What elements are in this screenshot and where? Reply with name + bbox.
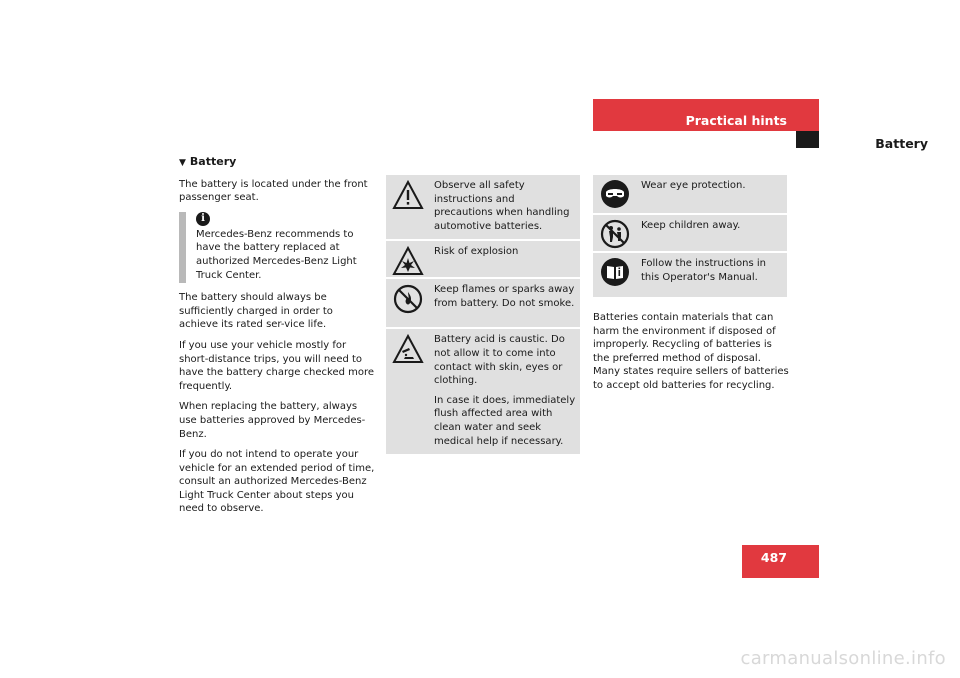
recycling-note <box>593 311 791 393</box>
explosion-icon <box>386 241 430 277</box>
warning-text: In case it does, immediately flush affected area with clean water and seek medical help if necessary. <box>434 394 576 447</box>
page-number-box <box>742 545 819 578</box>
warning-row <box>386 329 580 456</box>
left-column <box>179 155 375 523</box>
acid-icon <box>386 329 430 454</box>
paragraph: If you do not intend to operate your vehicle for an extended period of time, consult an authorized Mercedes-Benz Light Truck Center about steps you need to observe. <box>179 449 375 515</box>
page-title: Practical hints <box>685 113 787 128</box>
intro-paragraph: The battery is located under the front passenger seat. <box>179 178 368 204</box>
eye-protection-icon <box>593 175 637 213</box>
page-number: 487 <box>760 550 787 565</box>
section-heading <box>179 155 375 171</box>
paragraph: If you use your vehicle mostly for short-distance trips, you will need to have the battery charge checked more frequently. <box>179 339 375 392</box>
warning-row <box>386 241 580 279</box>
warning-text: Keep children away. <box>641 220 741 231</box>
header-banner <box>593 99 819 131</box>
paragraph: The battery should always be sufficiently charged in order to achieve its rated ser-vice life. <box>179 292 333 331</box>
warning-text: Risk of explosion <box>434 246 519 258</box>
paragraph: When replacing the battery, always use batteries approved by Mercedes-Benz. <box>179 401 366 440</box>
warning-row <box>386 175 580 241</box>
warning-text: Follow the instructions in this Operator's Manual. <box>641 258 766 283</box>
heading-marker-icon: ▼ <box>179 158 186 168</box>
info-note <box>179 212 375 283</box>
manual-icon <box>593 253 637 297</box>
warning-text: Wear eye protection. <box>641 180 746 191</box>
warning-text: Observe all safety instructions and precautions when handling automotive batteries. <box>434 180 570 232</box>
no-flames-icon <box>386 279 430 327</box>
watermark: carmanualsonline.info <box>740 648 946 669</box>
warning-row <box>593 253 787 299</box>
keep-children-away-icon <box>593 215 637 251</box>
additional-warnings-table <box>593 175 787 299</box>
warning-text: Keep flames or sparks away from battery. Do not smoke. <box>434 284 575 309</box>
recycling-text: Batteries contain materials that can harm the environment if disposed of improperly. Recycling of batteries is the preferred method of disposal. Many states require sellers of batteries to accept old batteries for recycling. <box>593 312 789 391</box>
section-tab-marker <box>796 131 819 148</box>
warning-row <box>593 215 787 253</box>
info-icon: i <box>196 212 210 226</box>
battery-warnings-table <box>386 175 580 456</box>
warning-triangle-icon <box>386 175 430 239</box>
info-text: Mercedes-Benz recommends to have the battery replaced at authorized Mercedes-Benz Light Truck Center. <box>196 228 357 281</box>
warning-row <box>593 175 787 215</box>
section-subtitle: Battery <box>875 136 928 151</box>
warning-row <box>386 279 580 329</box>
warning-text: Battery acid is caustic. Do not allow it to come into contact with skin, eyes or clothing. <box>434 334 565 387</box>
heading-text: Battery <box>189 155 237 168</box>
